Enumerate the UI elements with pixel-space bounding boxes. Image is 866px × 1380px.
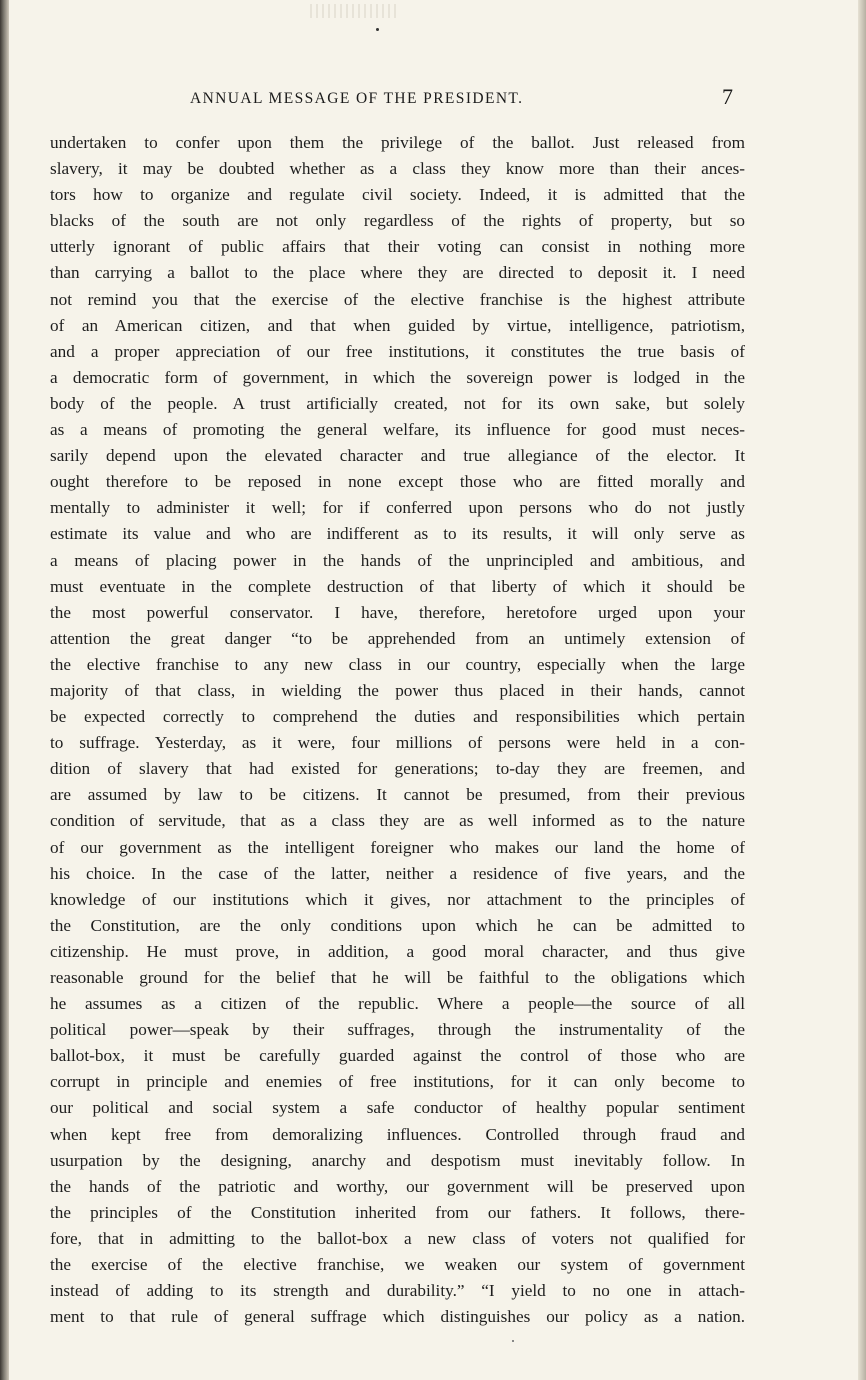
text-line: ment to that rule of general suffrage which distinguishes our policy as a nation.: [50, 1307, 745, 1327]
page-number: 7: [722, 84, 733, 109]
text-line: a democratic form of government, in which the sovereign power is lodged in the: [50, 367, 745, 387]
text-line: slavery, it may be doubted whether as a class they know more than their ances-: [50, 159, 745, 179]
page-outer-edge: [858, 0, 866, 1380]
text-line: corrupt in principle and enemies of free institutions, for it can only become to: [50, 1072, 745, 1092]
text-line: political power—speak by their suffrages, through the instrumentality of the: [50, 1020, 745, 1040]
text-line: fore, that in admitting to the ballot-box a new class of voters not qualified for: [50, 1228, 745, 1248]
text-line: the elective franchise to any new class in our country, especially when the large: [50, 654, 745, 674]
text-line: undertaken to confer upon them the privilege of the ballot. Just released from: [50, 133, 745, 152]
text-line: than carrying a ballot to the place where they are directed to deposit it. I need: [50, 263, 745, 283]
text-line: the most powerful conservator. I have, therefore, heretofore urged upon your: [50, 602, 745, 622]
text-line: body of the people. A trust artificially created, not for its own sake, but solely: [50, 393, 745, 413]
text-line: the exercise of the elective franchise, we weaken our system of government: [50, 1255, 745, 1275]
text-line: blacks of the south are not only regardless of the rights of property, but so: [50, 211, 745, 231]
text-line: knowledge of our institutions which it gives, nor attachment to the principles of: [50, 889, 745, 909]
body-text: [50, 130, 745, 1330]
text-line: his choice. In the case of the latter, neither a residence of five years, and the: [50, 863, 745, 883]
text-line: to suffrage. Yesterday, as it were, four millions of persons were held in a con-: [50, 733, 745, 753]
text-line: of our government as the intelligent foreigner who makes our land the home of: [50, 837, 745, 857]
text-line: condition of servitude, that as a class they are as well informed as to the nature: [50, 811, 745, 831]
text-line: and a proper appreciation of our free institutions, it constitutes the true basis of: [50, 341, 745, 361]
paper-speckle: [310, 4, 400, 18]
text-line: citizenship. He must prove, in addition, a good moral character, and thus give: [50, 941, 745, 961]
text-line: ought therefore to be reposed in none except those who are fitted morally and: [50, 472, 745, 492]
running-header: [0, 84, 866, 114]
text-line: the hands of the patriotic and worthy, our government will be preserved upon: [50, 1176, 745, 1196]
text-line: estimate its value and who are indifferent as to its results, it will only serve as: [50, 524, 745, 544]
running-title: ANNUAL MESSAGE OF THE PRESIDENT.: [190, 90, 524, 107]
text-line: tors how to organize and regulate civil society. Indeed, it is admitted that the: [50, 185, 745, 205]
page-binding-edge: [0, 0, 9, 1380]
ink-mark: [512, 1340, 514, 1342]
text-line: sarily depend upon the elevated character and true allegiance of the elector. It: [50, 446, 745, 466]
text-line: as a means of promoting the general welfare, its influence for good must neces-: [50, 420, 745, 440]
text-line: of an American citizen, and that when guided by virtue, intelligence, patriotism,: [50, 315, 745, 335]
text-line: majority of that class, in wielding the power thus placed in their hands, cannot: [50, 680, 745, 700]
text-line: mentally to administer it well; for if conferred upon persons who do not justly: [50, 498, 745, 518]
text-line: ballot-box, it must be carefully guarded against the control of those who are: [50, 1046, 745, 1066]
text-line: the Constitution, are the only conditions upon which he can be admitted to: [50, 915, 745, 935]
text-line: be expected correctly to comprehend the duties and responsibilities which pertain: [50, 707, 745, 727]
text-line: not remind you that the exercise of the elective franchise is the highest attribute: [50, 289, 745, 309]
text-line: our political and social system a safe conductor of healthy popular sentiment: [50, 1098, 745, 1118]
text-line: dition of slavery that had existed for generations; to-day they are freemen, and: [50, 759, 745, 779]
text-line: the principles of the Constitution inherited from our fathers. It follows, there-: [50, 1202, 745, 1222]
text-line: must eventuate in the complete destruction of that liberty of which it should be: [50, 576, 745, 596]
text-line: are assumed by law to be citizens. It cannot be presumed, from their previous: [50, 785, 745, 805]
text-line: utterly ignorant of public affairs that their voting can consist in nothing more: [50, 237, 745, 257]
ink-dot: [376, 28, 379, 31]
text-line: when kept free from demoralizing influences. Controlled through fraud and: [50, 1124, 745, 1144]
text-line: instead of adding to its strength and durability.” “I yield to no one in attach-: [50, 1281, 745, 1301]
text-line: he assumes as a citizen of the republic. Where a people—the source of all: [50, 994, 745, 1014]
text-line: a means of placing power in the hands of the unprincipled and ambitious, and: [50, 550, 745, 570]
text-line: attention the great danger “to be apprehended from an untimely extension of: [50, 628, 745, 648]
text-line: reasonable ground for the belief that he will be faithful to the obligations which: [50, 968, 745, 987]
text-line: usurpation by the designing, anarchy and despotism must inevitably follow. In: [50, 1150, 745, 1170]
